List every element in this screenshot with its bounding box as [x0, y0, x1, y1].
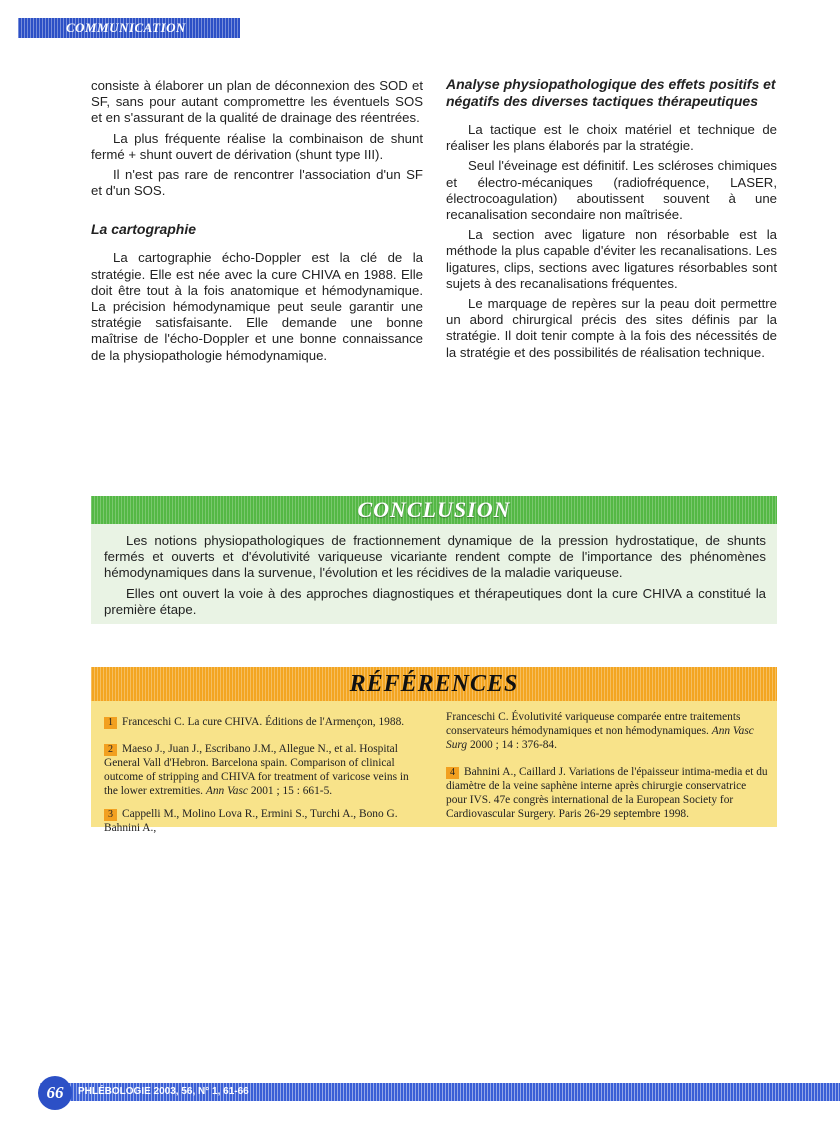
paragraph: La tactique est le choix matériel et technique de réaliser les plans élaborés par la stratégie. — [446, 122, 777, 154]
paragraph: La section avec ligature non résorbable est la méthode la plus capable d'éviter les recanalisations. Les ligatures, clips, sections avec ligatures résorbables sont sujets à des recanalisations fréquentes. — [446, 227, 777, 291]
reference-item — [104, 715, 422, 729]
reference-text: Franceschi C. Évolutivité variqueuse comparée entre traitements conservateurs hémodynamiques et non hémodynamiques. — [446, 711, 741, 737]
paragraph: Le marquage de repères sur la peau doit permettre un abord chirurgical précis des sites définis par la stratégie. Il doit tenir compte à la fois des nécessités de la stratégie et des possibilités de réalisation technique. — [446, 296, 777, 360]
reference-journal: Ann Vasc Surg — [446, 725, 754, 751]
section-heading: Analyse physiopathologique des effets positifs et négatifs des diverses tactiques thérapeutiques — [446, 76, 776, 109]
left-column — [91, 78, 423, 368]
reference-text: Bahnini A., Caillard J. Variations de l'épaisseur intima-media et du diamètre de la veine saphène interne après chirurgie conservatrice pour IVS. 47e congrès international de la European Society for Cardiovascular Surgery. Paris 26-29 septembre 1998. — [446, 766, 768, 820]
reference-number: 2 — [104, 744, 117, 756]
journal-citation: PHLÉBOLOGIE 2003, 56, N° 1, 61-66 — [78, 1086, 249, 1097]
reference-text: Franceschi C. La cure CHIVA. Éditions de l'Armençon, 1988. — [122, 716, 405, 728]
reference-tail: 2000 ; 14 : 376-84. — [469, 739, 557, 751]
right-column — [446, 76, 777, 365]
reference-item — [104, 742, 422, 798]
reference-number: 4 — [446, 767, 459, 779]
reference-text: Cappelli M., Molino Lova R., Ermini S., Turchi A., Bono G. Bahnini A., — [104, 808, 398, 834]
conclusion-title: CONCLUSION — [357, 497, 511, 522]
paragraph: La cartographie écho-Doppler est la clé de la stratégie. Elle est née avec la cure CHIVA en 1988. Elle doit être tout à la fois anatomique et hémodynamique. La précision hémodynamique peut seule garantir une stratégie satisfaisante. Elle demande une bonne maîtrise de l'écho-Doppler et une bonne connaissance de la physiopathologie hémodynamique. — [91, 250, 423, 363]
paragraph: La plus fréquente réalise la combinaison de shunt fermé + shunt ouvert de dérivation (shunt type III). — [91, 130, 423, 162]
paragraph: Il n'est pas rare de rencontrer l'association d'un SF et d'un SOS. — [91, 167, 423, 199]
reference-number: 3 — [104, 809, 117, 821]
reference-text: Maeso J., Juan J., Escribano J.M., Allegue N., et al. Hospital General Vall d'Hebron. Barcelona spain. Comparison of clinical outcome of stripping and CHIVA for treatment of varicose veins in the lower extremities. — [104, 743, 409, 797]
references-title: RÉFÉRENCES — [349, 671, 519, 697]
reference-item — [446, 765, 768, 821]
reference-number: 1 — [104, 717, 117, 729]
paragraph: Seul l'éveinage est définitif. Les scléroses chimiques et électro-mécaniques (radiofréquence, LASER, électrocoagulation) aboutissent souvent à une recanalisation secondaire non maîtrisée. — [446, 158, 777, 223]
reference-item — [104, 807, 422, 835]
reference-journal: Ann Vasc — [205, 785, 248, 797]
paragraph: Elles ont ouvert la voie à des approches diagnostiques et thérapeutiques dont la cure CHIVA a constitué la première étape. — [104, 585, 766, 617]
reference-tail: 2001 ; 15 : 661-5. — [250, 785, 333, 797]
section-heading: La cartographie — [91, 221, 197, 238]
conclusion-text — [104, 533, 766, 622]
reference-continuation — [446, 710, 768, 752]
paragraph: consiste à élaborer un plan de déconnexion des SOD et SF, sans pour autant compromettre les éventuels SOS et en s'assurant de la qualité de drainage des réentrées. — [91, 78, 423, 126]
section-label: COMMUNICATION — [66, 20, 186, 35]
page-number: 66 — [38, 1076, 72, 1110]
paragraph: Les notions physiopathologiques de fractionnement dynamique de la pression hydrostatique, de shunts fermés et ouverts et d'évolutivité variqueuse vicariante rendent compte de l'importance des phénomènes hémodynamiques dans la survenue, l'évolution et les récidives de la maladie variqueuse. — [104, 533, 766, 581]
